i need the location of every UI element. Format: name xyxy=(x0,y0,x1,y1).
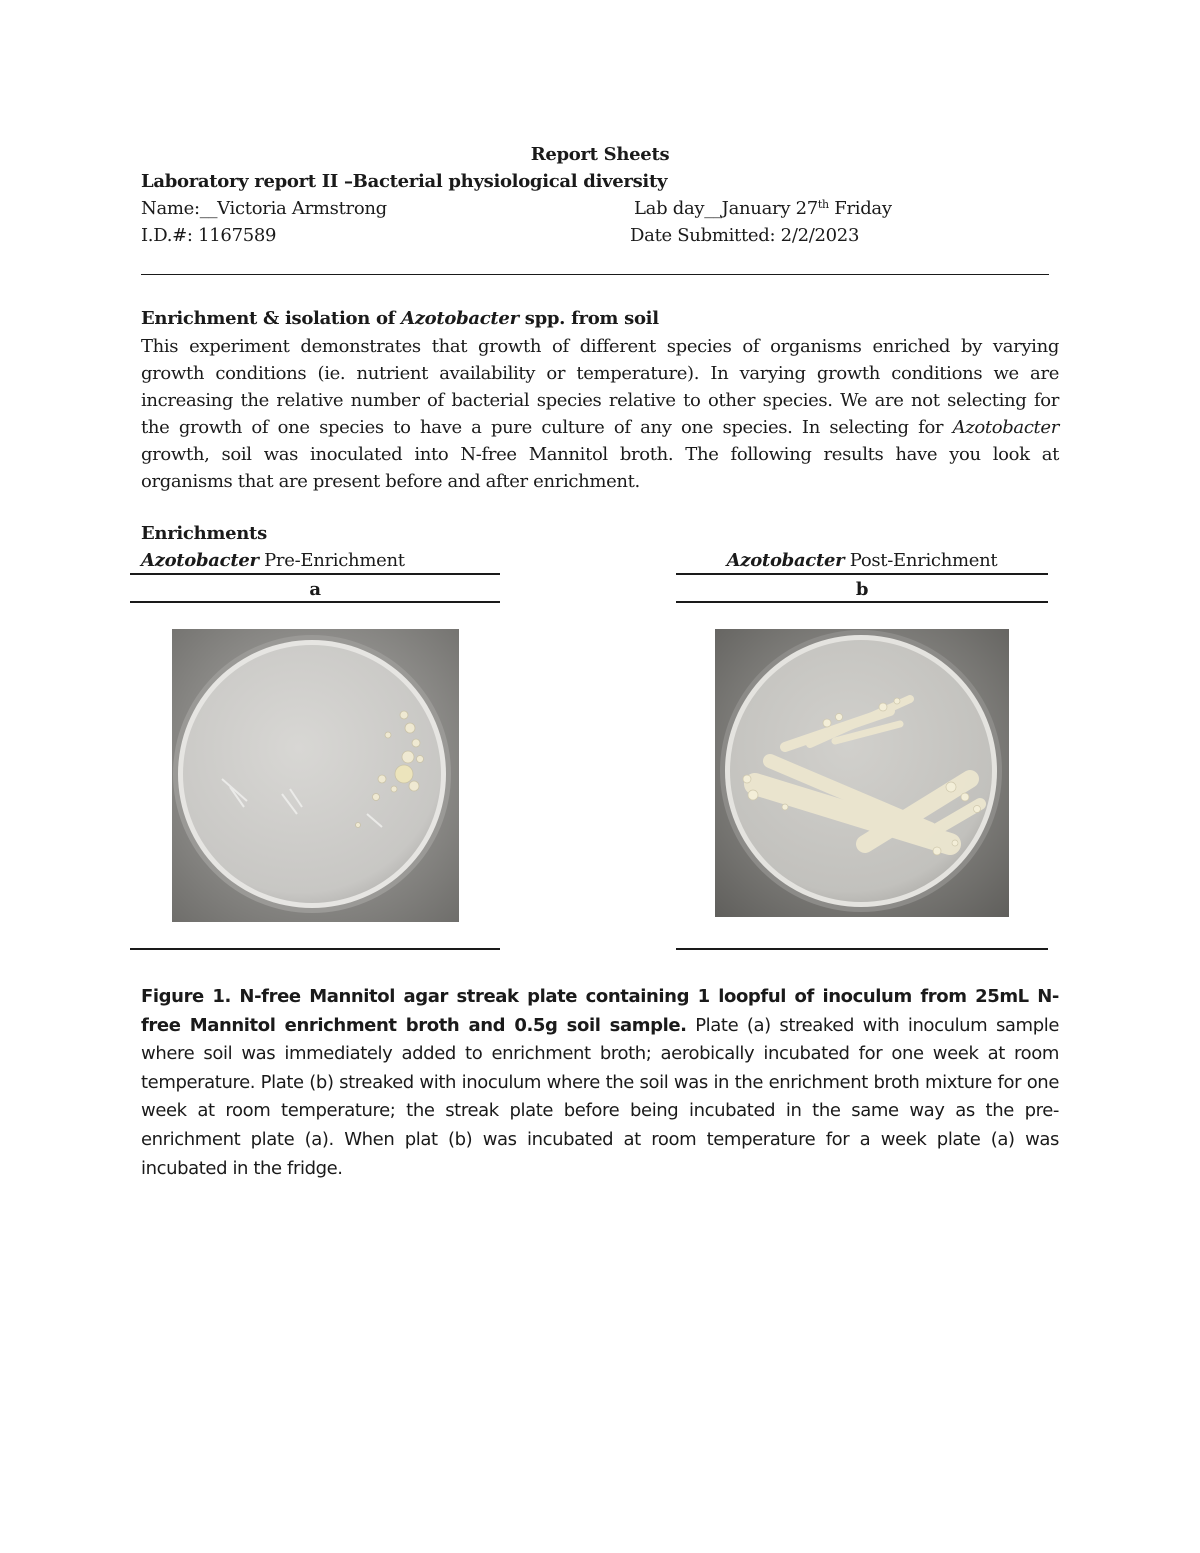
lab-day-label: Lab day__ xyxy=(634,198,722,219)
post-enrichment-genus: Azotobacter xyxy=(726,550,845,571)
plate-b-letter: b xyxy=(855,579,869,600)
paragraph-genus: Azotobacter xyxy=(952,417,1059,438)
pre-enrichment-rule-1 xyxy=(130,573,500,575)
id-value: 1167589 xyxy=(198,225,277,246)
lab-day-value: January 27 xyxy=(721,198,818,219)
report-title: Report Sheets xyxy=(530,144,670,165)
figure-caption-body: Plate (a) streaked with inoculum sample where soil was immediately added to enrichment broth; aerobically incubated for one week at room temperature. Plate (b) streaked with inoculum where the soil was in the enrichment broth mixture for one week at room temperature; the streak plate before being incubated in the same way as the pre-enrichment plate (a). When plat (b) was incubated at room temperature for a week plate (a) was incubated in the fridge. xyxy=(141,1014,1059,1179)
pre-enrichment-rule-2 xyxy=(130,601,500,603)
lab-day-line xyxy=(634,198,892,219)
lab-day-suffix: th xyxy=(817,198,829,211)
figure-caption-title: Figure 1. N-free Mannitol agar streak plate containing 1 loopful of inoculum from 25mL N-free Mannitol enrichment broth and 0.5g soil sample. xyxy=(141,986,1059,1036)
post-enrichment-rule-3 xyxy=(676,948,1048,950)
petri-dish-pre-enrichment-photo xyxy=(172,629,459,922)
pre-enrichment-label: Azotobacter Pre-Enrichment xyxy=(141,550,405,571)
date-submitted-label: Date Submitted: xyxy=(630,225,776,246)
name-value: Victoria Armstrong xyxy=(217,198,387,219)
pre-enrichment-genus: Azotobacter xyxy=(141,550,259,571)
name-label: Name:__ xyxy=(141,198,218,219)
figure-caption xyxy=(141,983,1059,1183)
lab-day-weekday: Friday xyxy=(828,198,892,219)
plate-a-letter: a xyxy=(309,579,321,600)
petri-dish-post-enrichment-photo xyxy=(715,629,1009,917)
id-label: I.D.#: xyxy=(141,225,193,246)
enrichments-heading: Enrichments xyxy=(141,523,267,544)
name-line xyxy=(141,198,387,219)
report-subtitle: Laboratory report II –Bacterial physiological diversity xyxy=(141,171,668,192)
section-heading: Enrichment & isolation of Azotobacter spp. from soil xyxy=(141,308,659,329)
id-line xyxy=(141,225,276,246)
intro-paragraph: This experiment demonstrates that growth of different species of organisms enriched by varying growth conditions (ie. nutrient availability or temperature). In varying growth conditions we are increasing the relative number of bacterial species relative to other species. We are not selecting for the growth of one species to have a pure culture of any one species. In selecting for Azotobacter growth, soil was inoculated into N-free Mannitol broth. The following results have you look at organisms that are present before and after enrichment. xyxy=(141,336,1059,492)
post-enrichment-rule-1 xyxy=(676,573,1048,575)
section-heading-genus: Azotobacter xyxy=(401,308,519,329)
post-enrichment-label: Azotobacter Post-Enrichment xyxy=(726,550,998,571)
header-divider xyxy=(141,274,1049,275)
post-enrichment-rule-2 xyxy=(676,601,1048,603)
date-submitted-line xyxy=(630,225,859,246)
date-submitted-value: 2/2/2023 xyxy=(780,225,860,246)
pre-enrichment-rule-3 xyxy=(130,948,500,950)
